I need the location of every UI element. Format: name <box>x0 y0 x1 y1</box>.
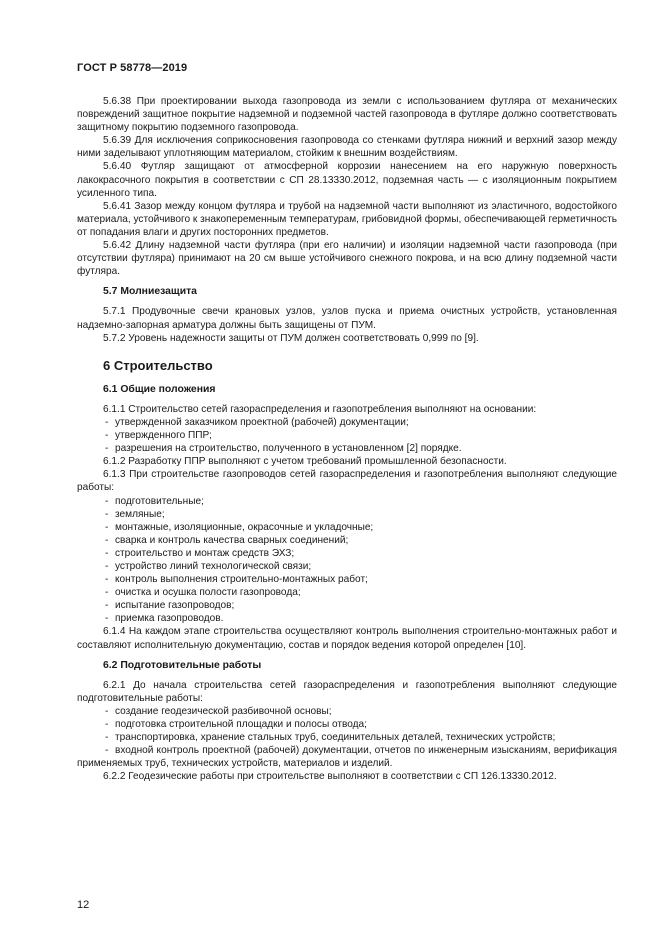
dash-marker: - <box>105 443 109 455</box>
list-item <box>77 599 617 612</box>
list-item-text: входной контроль проектной (рабочей) документации, отчетов по инженерным изысканиям, верификация применяемых труб, технических устройств, материалов и изделий. <box>77 745 617 770</box>
dash-marker: - <box>105 534 109 546</box>
dash-marker: - <box>105 416 109 428</box>
section-heading-6-2: 6.2 Подготовительные работы <box>103 659 262 671</box>
list-item-text: создание геодезической разбивочной основы; <box>115 705 332 717</box>
section-heading-5-7: 5.7 Молниезащита <box>103 286 197 298</box>
list-item-text: подготовка строительной площадки и полосы отвода; <box>115 719 367 731</box>
dash-marker: - <box>105 574 109 586</box>
paragraph-5-7-2: 5.7.2 Уровень надежности защиты от ПУМ должен соответствовать 0,999 по [9]. <box>103 332 479 344</box>
dash-marker: - <box>105 719 109 731</box>
list-item <box>77 521 617 534</box>
paragraph-5-6-40: 5.6.40 Футляр защищают от атмосферной коррозии нанесением на его наружную поверхность лакокрасочного покрытия в соответствии с СП 28.13330.2012, подземная часть — с изоляционным покрытием усиленного типа. <box>77 161 617 199</box>
list-item <box>77 495 617 508</box>
list-item-text: приемка газопроводов. <box>115 613 224 625</box>
paragraph-5-6-42: 5.6.42 Длину надземной части футляра (при его наличии) и изоляции надземной части газопровода (при отсутствии футляра) принимают на 20 см выше устойчивого снежного покрова, и на всю длину подземной части футляра. <box>77 240 617 278</box>
list-item <box>77 586 617 599</box>
list-item-text: строительство и монтаж средств ЭХЗ; <box>115 547 295 559</box>
list-item <box>77 429 617 442</box>
paragraph-6-1-2: 6.1.2 Разработку ППР выполняют с учетом требований промышленной безопасности. <box>103 456 507 468</box>
list-item-text: земляные; <box>115 508 165 520</box>
list-item <box>77 547 617 560</box>
list-item-text: утвержденного ППР; <box>115 430 212 442</box>
document-body <box>77 95 617 784</box>
list-item-text: контроль выполнения строительно-монтажных работ; <box>115 574 368 586</box>
chapter-heading-6: 6 Строительство <box>103 357 213 373</box>
dash-marker: - <box>105 745 109 757</box>
dash-marker: - <box>105 521 109 533</box>
list-item <box>77 705 617 718</box>
dash-marker: - <box>105 600 109 612</box>
paragraph-6-2-2: 6.2.2 Геодезические работы при строительстве выполняют в соответствии с СП 126.13330.2012. <box>103 771 557 783</box>
dash-marker: - <box>105 561 109 572</box>
dash-marker: - <box>105 495 109 507</box>
list-item-text: разрешения на строительство, полученного в установленном [2] порядке. <box>115 443 462 455</box>
list-item-text: утвержденной заказчиком проектной (рабочей) документации; <box>115 416 409 428</box>
list-item <box>77 731 617 744</box>
paragraph-6-1-1: 6.1.1 Строительство сетей газораспределения и газопотребления выполняют на основании: <box>103 403 537 415</box>
dash-marker: - <box>105 732 109 744</box>
paragraph-5-6-41: 5.6.41 Зазор между концом футляра и трубой на надземной части выполняют из эластичного, водостойкого материала, устойчивого к знакопеременным температурам, грибовидной формы, обеспечивающей герметичность от попадания влаги и других посторонних предметов. <box>77 200 617 238</box>
list-item-text: монтажные, изоляционные, окрасочные и укладочные; <box>115 521 374 533</box>
document-header: ГОСТ Р 58778—2019 <box>77 62 188 74</box>
dash-marker: - <box>105 587 109 599</box>
paragraph-5-6-38: 5.6.38 При проектировании выхода газопровода из земли с использованием футляра от механических повреждений защитное покрытие надземной и подземной частей газопровода в футляре должно соответствовать защитному покрытию подземного газопровода. <box>77 96 617 134</box>
dash-marker: - <box>105 705 109 717</box>
list-item <box>77 718 617 731</box>
dash-marker: - <box>105 508 109 520</box>
list-item <box>77 442 617 455</box>
list-item <box>77 573 617 586</box>
list-item <box>77 612 617 625</box>
page-number: 12 <box>77 899 90 911</box>
section-heading-6-1: 6.1 Общие положения <box>103 383 216 395</box>
list-item-text: сварка и контроль качества сварных соединений; <box>115 534 349 546</box>
dash-marker: - <box>105 547 109 559</box>
list-item-text: очистка и осушка полости газопровода; <box>115 587 301 599</box>
list-item <box>77 534 617 547</box>
list-item-text: устройство линий технологической связи; <box>115 561 312 572</box>
list-item-text: подготовительные; <box>115 495 204 507</box>
paragraph-6-2-1: 6.2.1 До начала строительства сетей газораспределения и газопотребления выполняют следующие подготовительные работы: <box>77 679 617 704</box>
paragraph-5-6-39: 5.6.39 Для исключения соприкосновения газопровода со стенками футляра нижний и верхний зазор между ними заделывают уплотняющим материалом, стойким к внешним воздействиям. <box>77 135 617 160</box>
list-item <box>77 416 617 429</box>
dash-marker: - <box>105 613 109 625</box>
list-item <box>77 560 617 573</box>
dash-marker: - <box>105 430 109 442</box>
paragraph-5-7-1: 5.7.1 Продувочные свечи крановых узлов, узлов пуска и приема очистных устройств, установленная надземно-запорная арматура должны быть защищены от ПУМ. <box>77 306 617 331</box>
list-item <box>77 744 617 770</box>
list-item-text: испытание газопроводов; <box>115 600 235 612</box>
paragraph-6-1-3: 6.1.3 При строительстве газопроводов сетей газораспределения и газопотребления выполняют следующие работы: <box>77 469 617 494</box>
paragraph-6-1-4: 6.1.4 На каждом этапе строительства осуществляют контроль выполнения строительно-монтажных работ и составляют исполнительную документацию, состав и порядок ведения которой определен [10]. <box>77 626 617 651</box>
list-item <box>77 508 617 521</box>
list-item-text: транспортировка, хранение стальных труб, соединительных деталей, технических устройств; <box>115 732 556 744</box>
